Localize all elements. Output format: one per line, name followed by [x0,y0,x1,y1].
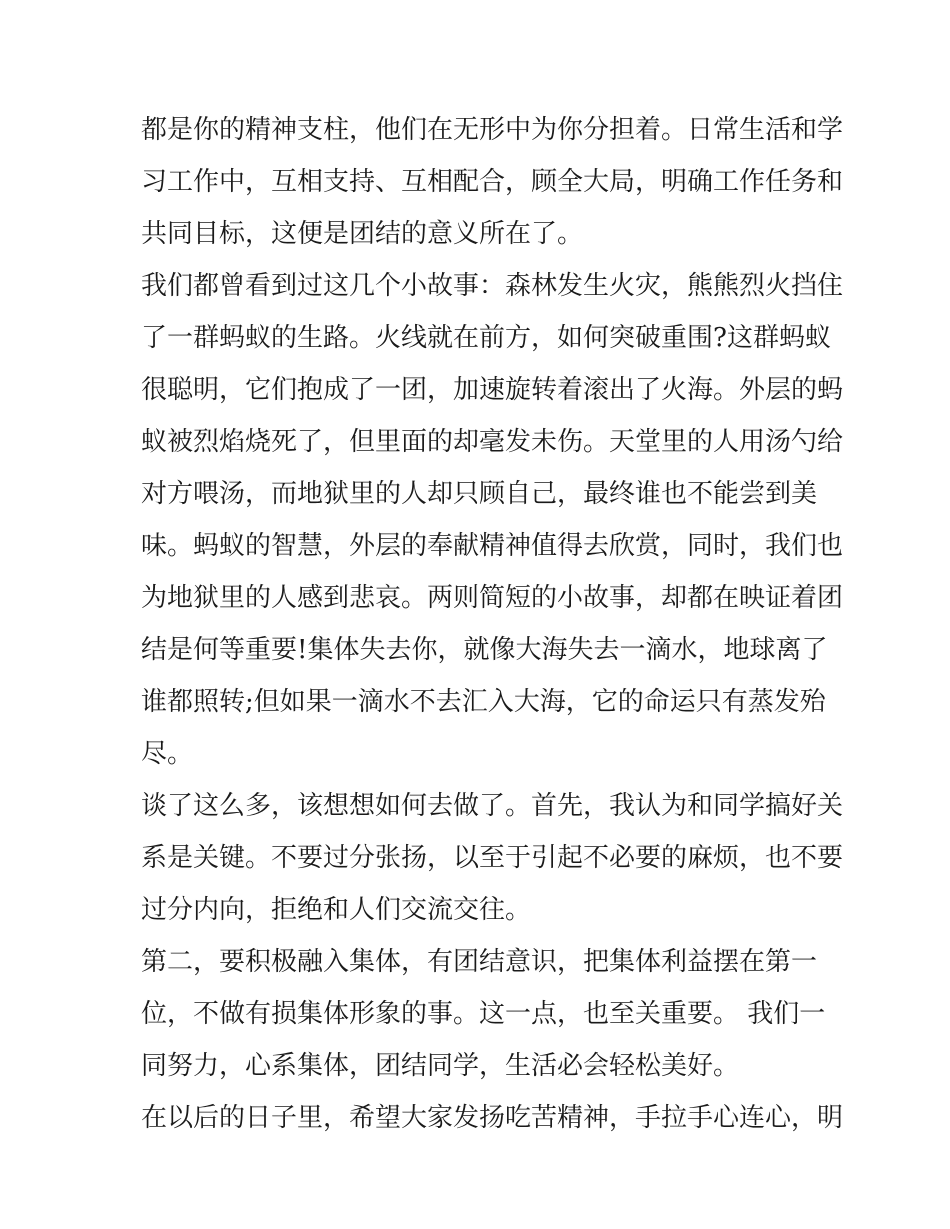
body-text [141,104,844,1144]
text-line: 对方喂汤，而地狱里的人却只顾自己，最终谁也不能尝到美 [141,479,818,509]
text-line: 蚁被烈焰烧死了，但里面的却毫发未伤。天堂里的人用汤勺给 [141,427,844,457]
text-line: 尽。 [141,739,194,769]
text-line: 了一群蚂蚁的生路。火线就在前方，如何突破重围?这群蚂蚁 [141,323,831,353]
paragraph-1 [141,104,844,260]
paragraph-2 [141,260,844,780]
paragraph-3 [141,780,844,936]
text-line: 在以后的日子里，希望大家发扬吃苦精神，手拉手心连心，明 [141,1103,844,1133]
text-line: 系是关键。不要过分张扬，以至于引起不必要的麻烦，也不要 [141,843,844,873]
paragraph-5 [141,1092,844,1144]
text-line: 位，不做有损集体形象的事。这一点，也至关重要。 我们一 [141,999,826,1029]
paragraph-4 [141,936,826,1092]
text-line: 过分内向，拒绝和人们交流交往。 [141,895,532,925]
text-line: 共同目标，这便是团结的意义所在了。 [141,219,584,249]
text-line: 习工作中，互相支持、互相配合，顾全大局，明确工作任务和 [141,167,844,197]
text-line: 第二，要积极融入集体，有团结意识，把集体利益摆在第一 [141,947,818,977]
text-line: 味。蚂蚁的智慧，外层的奉献精神值得去欣赏，同时，我们也 [141,531,844,561]
text-line: 谁都照转;但如果一滴水不去汇入大海，它的命运只有蒸发殆 [141,687,826,717]
text-line: 为地狱里的人感到悲哀。两则简短的小故事，却都在映证着团 [141,583,844,613]
text-line: 结是何等重要!集体失去你，就像大海失去一滴水，地球离了 [141,635,828,665]
text-line: 都是你的精神支柱，他们在无形中为你分担着。日常生活和学 [141,115,844,145]
text-line: 谈了这么多，该想想如何去做了。首先，我认为和同学搞好关 [141,791,844,821]
text-line: 我们都曾看到过这几个小故事：森林发生火灾，熊熊烈火挡住 [141,271,844,301]
text-line: 很聪明，它们抱成了一团，加速旋转着滚出了火海。外层的蚂 [141,375,844,405]
text-line: 同努力，心系集体，团结同学，生活必会轻松美好。 [141,1051,740,1081]
